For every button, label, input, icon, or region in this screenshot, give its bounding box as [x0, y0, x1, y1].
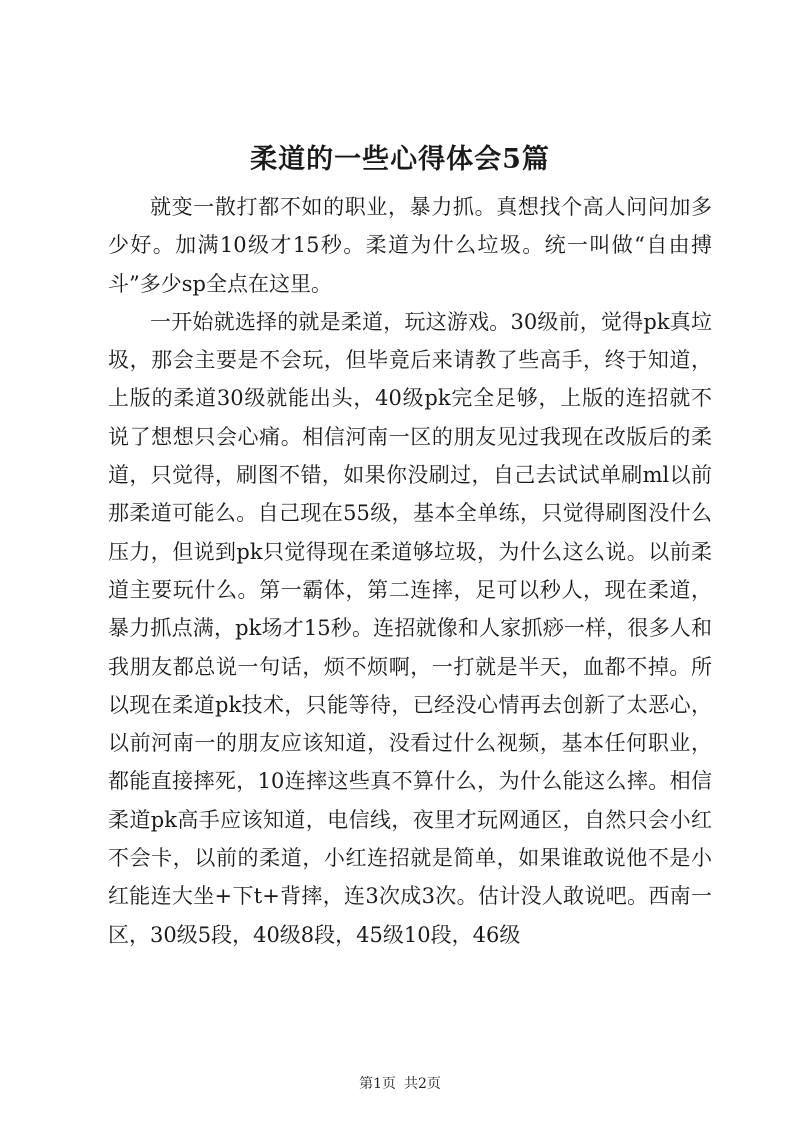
- document-title: 柔道的一些心得体会5篇: [250, 144, 550, 175]
- page-number: 第1页: [359, 1076, 396, 1092]
- paragraph: 就变一散打都不如的职业，暴力抓。真想找个高人问问加多少好。加满10级才15秒。柔道为什么垃圾。统一叫做“自由搏斗”多少sp全点在这里。: [108, 195, 712, 296]
- page-total: 共2页: [404, 1076, 441, 1092]
- paragraph: 一开始就选择的就是柔道，玩这游戏。30级前，觉得pk真垃圾，那会主要是不会玩，但毕竟后来请教了些高手，终于知道，上版的柔道30级就能出头，40级pk完全足够，上版的连招就不说了想想只会心痛。相信河南一区的朋友见过我现在改版后的柔道，只觉得，刷图不错，如果你没刷过，自己去试试单刷ml以前那柔道可能么。自己现在55级，基本全单练，只觉得刷图没什么压力，但说到pk只觉得现在柔道够垃圾，为什么这么说。以前柔道主要玩什么。第一霸体，第二连摔，足可以秒人，现在柔道，暴力抓点满，pk场才15秒。连招就像和人家抓痧一样，很多人和我朋友都总说一句话，烦不烦啊，一打就是半天，血都不掉。所以现在柔道pk技术，只能等待，已经没心情再去创新了太恶心，以前河南一的朋友应该知道，没看过什么视频，基本任何职业，都能直接摔死，10连摔这些真不算什么，为什么能这么摔。相信柔道pk高手应该知道，电信线，夜里才玩网通区，自然只会小红不会卡，以前的柔道，小红连招就是简单，如果谁敢说他不是小红能连大坐+下t+背摔，连3次成3次。估计没人敢说吧。西南一区，30级5段，40级8段，45级10段，46级: [108, 309, 712, 947]
- document-body: [108, 188, 712, 954]
- page-footer: [0, 1074, 800, 1094]
